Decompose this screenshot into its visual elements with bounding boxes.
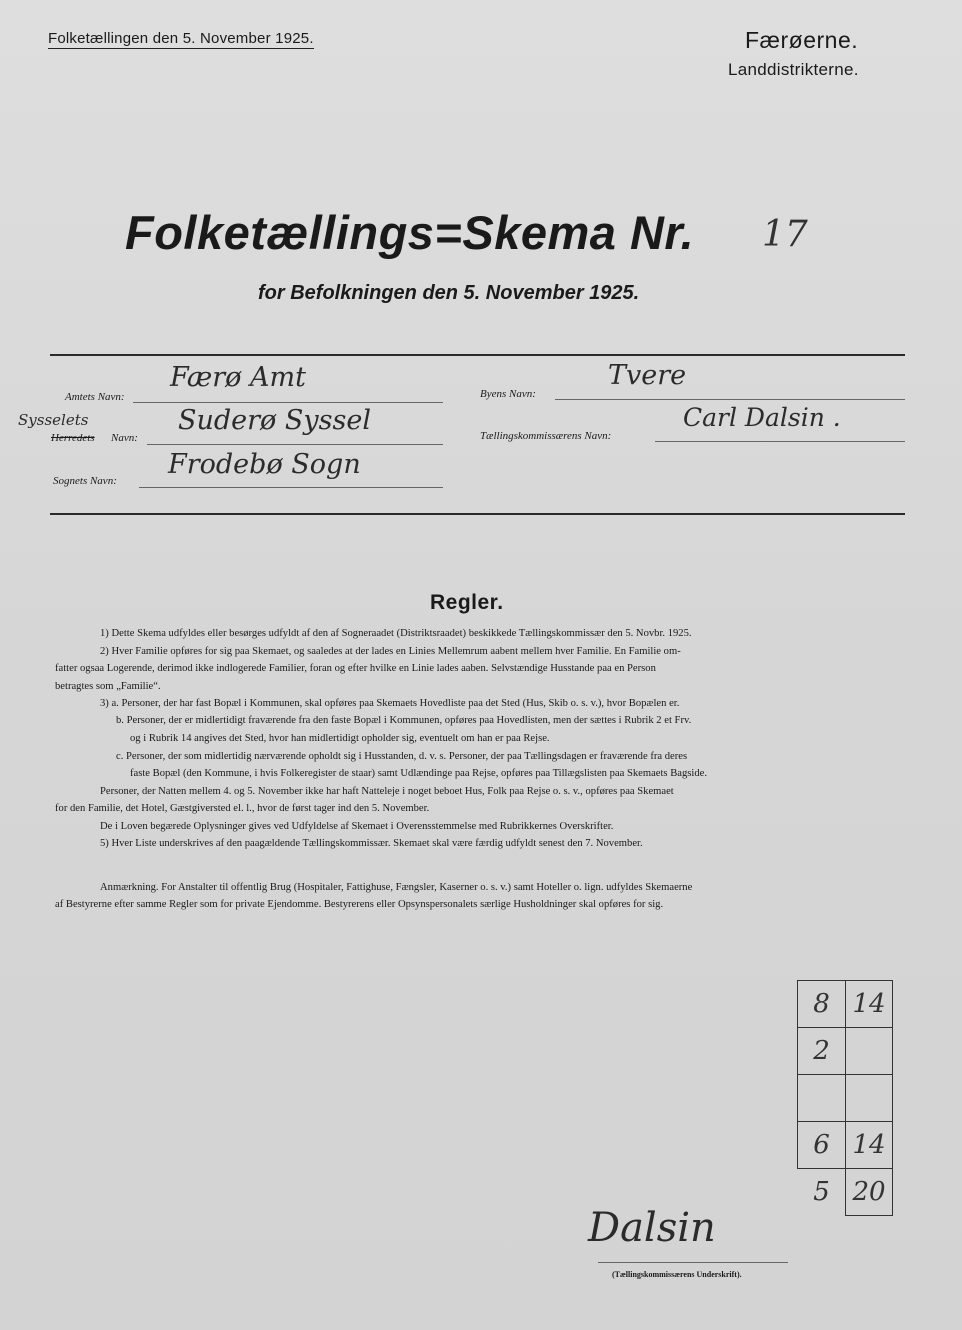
form-number-handwritten: 17 (762, 214, 808, 255)
tally-cell: 14 (845, 1121, 893, 1169)
rule-line: betragtes som „Familie“. (55, 681, 161, 692)
tally-cell: 6 (797, 1121, 846, 1169)
rule-line: faste Bopæl (den Kommune, i hvis Folkeregister de staar) samt Udlændinge paa Rejse, opføres paa Tillægslisten paa Skemaets Bagside. (130, 768, 707, 779)
rule-line: 2) Hver Familie opføres for sig paa Skemaet, og saaledes at der lades en Linies Mellemrum aabent mellem hver Familie. En Familie om- (100, 646, 681, 657)
herred-label: Navn: (111, 432, 138, 444)
sogn-value-handwritten: Frodebø Sogn (168, 449, 361, 480)
signature-line (598, 1262, 788, 1263)
tally-cell: 8 (797, 980, 846, 1028)
note-line: Anmærkning. For Anstalter til offentlig Brug (Hospitaler, Fattighuse, Fængsler, Kaserner o. s. v.) samt Hoteller o. lign. udfyldes Skemaerne (100, 882, 693, 893)
header-region: Færøerne. (745, 27, 859, 53)
by-label: Byens Navn: (480, 388, 536, 400)
amt-value-handwritten: Færø Amt (170, 362, 306, 393)
amt-line (133, 402, 443, 403)
rule-line: b. Personer, der er midlertidigt fraværende fra den faste Bopæl i Kommunen, opføres paa Hovedlisten, men der sættes i Rubrik 2 et Frv. (116, 715, 692, 726)
rule-line: 3) a. Personer, der har fast Bopæl i Kommunen, skal opføres paa Skemaets Hovedliste paa det Sted (Hus, Skib o. s. v.), hvor Bopælen er. (100, 698, 680, 709)
amt-label: Amtets Navn: (65, 391, 125, 403)
herred-label-struck: Herredets (51, 432, 95, 444)
herred-line (147, 444, 443, 445)
rule-line: c. Personer, der som midlertidig nærværende opholdt sig i Husstanden, d. v. s. Personer, der paa Tællingsdagen er fraværende fra deres (116, 751, 688, 762)
divider-bottom (50, 513, 905, 515)
tally-cell: 2 (797, 1027, 846, 1075)
rule-line: 1) Dette Skema udfyldes eller besørges udfyldt af den af Sogneraadet (Distriktsraadet) beskikkede Tællingskommissær den 5. Novbr. 1925. (100, 628, 692, 639)
tally-cell (845, 1027, 893, 1075)
komm-value-handwritten: Carl Dalsin . (683, 403, 841, 432)
rules-heading: Regler. (430, 591, 504, 614)
tally-total-cell: 20 (845, 1168, 893, 1216)
tally-cell (845, 1074, 893, 1122)
signature-caption: (Tællingskommissærens Underskrift). (612, 1270, 742, 1279)
by-line (555, 399, 905, 400)
tally-cell (797, 1074, 846, 1122)
sogn-line (139, 487, 443, 488)
herred-prefix-handwritten: Sysselets (18, 411, 89, 429)
rule-line: De i Loven begærede Oplysninger gives ved Udfyldelse af Skemaet i Overensstemmelse med Rubrikkernes Overskrifter. (100, 821, 614, 832)
note-line: af Bestyrerne efter samme Regler som for private Ejendomme. Bestyrerens eller Opsynspersonalets særlige Husholdninger skal opføres for sig. (55, 899, 664, 910)
komm-label: Tællingskommissærens Navn: (480, 430, 612, 442)
divider-top (50, 354, 905, 356)
rule-line: og i Rubrik 14 angives det Sted, hvor han midlertidigt opholder sig, eventuelt om han er paa Rejse. (130, 733, 550, 744)
header-district-type: Landdistrikterne. (728, 60, 859, 79)
header-census-date: Folketællingen den 5. November 1925. (48, 30, 314, 47)
sogn-label: Sognets Navn: (53, 475, 117, 487)
rule-line: for den Familie, det Hotel, Gæstgiversted el. l., hvor de først tager ind den 5. November. (55, 803, 430, 814)
komm-line (655, 441, 905, 442)
form-title: Folketællings=Skema Nr. (125, 206, 695, 259)
herred-value-handwritten: Suderø Syssel (178, 405, 371, 436)
form-subtitle: for Befolkningen den 5. November 1925. (258, 282, 640, 304)
rule-line: Personer, der Natten mellem 4. og 5. November ikke har haft Natteleje i noget beboet Hus, Folk paa Rejse o. s. v., opføres paa Skemaet (100, 786, 674, 797)
by-value-handwritten: Tvere (608, 360, 687, 391)
signature-handwritten: Dalsin (588, 1205, 716, 1251)
rule-line: 5) Hver Liste underskrives af den paagældende Tællingskommissær. Skemaet skal være færdig udfyldt senest den 7. November. (100, 838, 643, 849)
tally-total-cell: 5 (813, 1177, 830, 1207)
tally-cell: 14 (845, 980, 893, 1028)
rule-line: fatter ogsaa Logerende, derimod ikke indlogerede Familier, foran og efter hvilke en Linie lades aaben. Selvstændige Husstande paa en Person (55, 663, 656, 674)
